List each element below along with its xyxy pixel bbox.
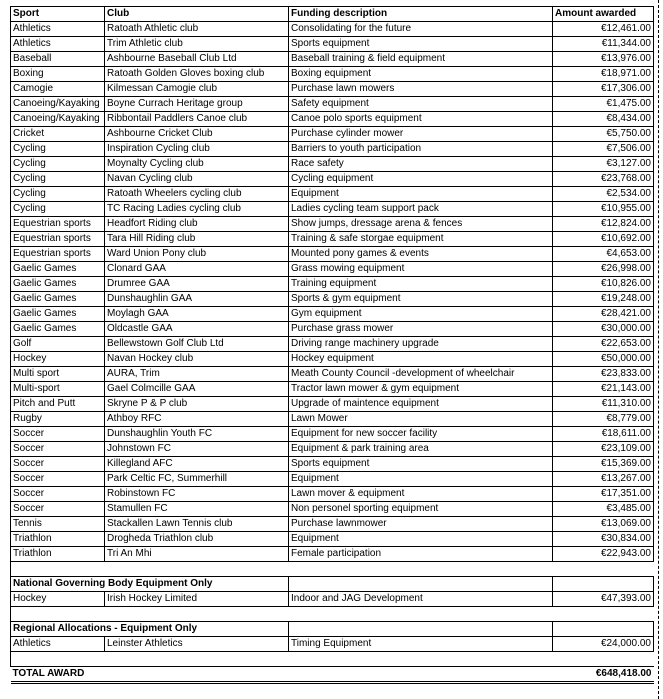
cell-amount[interactable]: €2,534.00	[553, 187, 654, 202]
cell-amount[interactable]: €11,310.00	[553, 397, 654, 412]
cell-amount[interactable]: €13,069.00	[553, 517, 654, 532]
header-sport[interactable]: Sport	[11, 7, 105, 22]
cell-amount[interactable]: €7,506.00	[553, 142, 654, 157]
cell-amount[interactable]: €24,000.00	[553, 637, 654, 652]
cell-club[interactable]: AURA, Trim	[105, 367, 289, 382]
cell-club[interactable]: Navan Cycling club	[105, 172, 289, 187]
table-row	[11, 547, 654, 562]
cell-description[interactable]: Gym equipment	[289, 307, 553, 322]
cell-description[interactable]: Equipment	[289, 532, 553, 547]
cell-sport[interactable]: Equestrian sports	[11, 232, 105, 247]
table-row	[11, 112, 654, 127]
cell-sport[interactable]: Cycling	[11, 202, 105, 217]
cell-description[interactable]: Equipment for new soccer facility	[289, 427, 553, 442]
cell-amount[interactable]: €18,971.00	[553, 67, 654, 82]
cell-sport[interactable]: Soccer	[11, 472, 105, 487]
table-row	[11, 217, 654, 232]
cell-description[interactable]: Equipment	[289, 472, 553, 487]
cell-sport[interactable]: Multi-sport	[11, 382, 105, 397]
cell-club[interactable]: Moynalty Cycling club	[105, 157, 289, 172]
cell-club[interactable]: Park Celtic FC, Summerhill	[105, 472, 289, 487]
cell-club[interactable]: Drogheda Triathlon club	[105, 532, 289, 547]
cell-amount[interactable]: €5,750.00	[553, 127, 654, 142]
spacer-row	[11, 607, 654, 622]
cell-description[interactable]: Show jumps, dressage arena & fences	[289, 217, 553, 232]
cell-description[interactable]: Equipment & park training area	[289, 442, 553, 457]
cell-description[interactable]: Baseball training & field equipment	[289, 52, 553, 67]
cell-club[interactable]: Gael Colmcille GAA	[105, 382, 289, 397]
cell-amount[interactable]: €19,248.00	[553, 292, 654, 307]
cell-amount[interactable]: €8,434.00	[553, 112, 654, 127]
table-row	[11, 517, 654, 532]
cell-description[interactable]: Purchase lawn mowers	[289, 82, 553, 97]
cell-club[interactable]: Ratoath Wheelers cycling club	[105, 187, 289, 202]
cell-club[interactable]: Inspiration Cycling club	[105, 142, 289, 157]
spacer-row	[11, 652, 654, 667]
cell-club[interactable]: Ward Union Pony club	[105, 247, 289, 262]
cell-amount[interactable]: €21,143.00	[553, 382, 654, 397]
cell-sport[interactable]: Baseball	[11, 52, 105, 67]
table-row	[11, 67, 654, 82]
cell-club[interactable]: Trim Athletic club	[105, 37, 289, 52]
cell-club[interactable]: Boyne Currach Heritage group	[105, 97, 289, 112]
table-row	[11, 262, 654, 277]
cell-description[interactable]: Grass mowing equipment	[289, 262, 553, 277]
cell-club[interactable]: Tara Hill Riding club	[105, 232, 289, 247]
cell-amount[interactable]: €26,998.00	[553, 262, 654, 277]
cell-sport[interactable]: Soccer	[11, 427, 105, 442]
cell-description[interactable]: Canoe polo sports equipment	[289, 112, 553, 127]
cell-sport[interactable]: Soccer	[11, 487, 105, 502]
cell-sport[interactable]: Equestrian sports	[11, 217, 105, 232]
funding-sheet	[10, 6, 653, 684]
table-row	[11, 442, 654, 457]
cell-sport[interactable]: Hockey	[11, 352, 105, 367]
cell-sport[interactable]: Cycling	[11, 187, 105, 202]
table-row	[11, 142, 654, 157]
cell-amount[interactable]: €4,653.00	[553, 247, 654, 262]
cell-sport[interactable]: Gaelic Games	[11, 262, 105, 277]
table-row	[11, 397, 654, 412]
cell-description[interactable]: Mounted pony games & events	[289, 247, 553, 262]
cell-sport[interactable]: Gaelic Games	[11, 307, 105, 322]
cell-amount[interactable]: €23,109.00	[553, 442, 654, 457]
cell-club[interactable]: Ratoath Athletic club	[105, 22, 289, 37]
header-row	[11, 7, 654, 22]
cell-club[interactable]: Ashbourne Cricket Club	[105, 127, 289, 142]
cell-sport[interactable]: Hockey	[11, 592, 105, 607]
cell-sport[interactable]: Athletics	[11, 37, 105, 52]
table-row	[11, 457, 654, 472]
cell-club[interactable]: Drumree GAA	[105, 277, 289, 292]
cell-sport[interactable]: Athletics	[11, 22, 105, 37]
cell-amount[interactable]: €10,692.00	[553, 232, 654, 247]
cell-description[interactable]: Meath County Council -development of wheelchair	[289, 367, 553, 382]
table-row	[11, 307, 654, 322]
cell-description[interactable]: Upgrade of maintence equipment	[289, 397, 553, 412]
header-amount[interactable]: Amount awarded	[553, 7, 654, 22]
table-row	[11, 337, 654, 352]
cell-description[interactable]: Boxing equipment	[289, 67, 553, 82]
cell-description[interactable]: Sports equipment	[289, 457, 553, 472]
cell-amount[interactable]: €30,000.00	[553, 322, 654, 337]
cell-club[interactable]: Ratoath Golden Gloves boxing club	[105, 67, 289, 82]
cell-description[interactable]: Timing Equipment	[289, 637, 553, 652]
cell-sport[interactable]: Tennis	[11, 517, 105, 532]
cell-description[interactable]: Non personel sporting equipment	[289, 502, 553, 517]
cell-sport[interactable]: Gaelic Games	[11, 277, 105, 292]
cell-description[interactable]: Purchase cylinder mower	[289, 127, 553, 142]
table-row	[11, 427, 654, 442]
cell-amount[interactable]: €22,653.00	[553, 337, 654, 352]
cell-description[interactable]: Driving range machinery upgrade	[289, 337, 553, 352]
cell-amount[interactable]: €15,369.00	[553, 457, 654, 472]
cell-description[interactable]: Hockey equipment	[289, 352, 553, 367]
cell-amount[interactable]: €12,461.00	[553, 22, 654, 37]
cell-description[interactable]: Lawn mover & equipment	[289, 487, 553, 502]
cell-amount[interactable]: €3,485.00	[553, 502, 654, 517]
cell-amount[interactable]: €8,779.00	[553, 412, 654, 427]
regional-section	[11, 607, 654, 652]
cell-amount[interactable]: €23,833.00	[553, 367, 654, 382]
table-row	[11, 247, 654, 262]
cell-amount[interactable]: €10,826.00	[553, 277, 654, 292]
cell-club[interactable]: Clonard GAA	[105, 262, 289, 277]
total-row	[11, 667, 654, 683]
cell-club[interactable]: Moylagh GAA	[105, 307, 289, 322]
table-row	[11, 97, 654, 112]
cell-club[interactable]: Leinster Athletics	[105, 637, 289, 652]
cell-sport[interactable]: Pitch and Putt	[11, 397, 105, 412]
cell-sport[interactable]: Cycling	[11, 142, 105, 157]
cell-description[interactable]: Cycling equipment	[289, 172, 553, 187]
cell-description[interactable]: Indoor and JAG Development	[289, 592, 553, 607]
cell-amount[interactable]: €12,824.00	[553, 217, 654, 232]
cell-sport[interactable]: Triathlon	[11, 547, 105, 562]
page-break-line	[657, 0, 659, 699]
table-row	[11, 82, 654, 97]
table-row	[11, 502, 654, 517]
cell-club[interactable]: Skryne P & P club	[105, 397, 289, 412]
regional-row	[11, 637, 654, 652]
cell-club[interactable]: Bellewstown Golf Club Ltd	[105, 337, 289, 352]
cell-sport[interactable]: Cycling	[11, 172, 105, 187]
cell-amount[interactable]: €3,127.00	[553, 157, 654, 172]
table-row	[11, 352, 654, 367]
cell-sport[interactable]: Golf	[11, 337, 105, 352]
cell-amount[interactable]: €18,611.00	[553, 427, 654, 442]
cell-amount[interactable]: €47,393.00	[553, 592, 654, 607]
table-row	[11, 532, 654, 547]
table-row	[11, 412, 654, 427]
cell-club[interactable]: Irish Hockey Limited	[105, 592, 289, 607]
cell-sport[interactable]: Gaelic Games	[11, 322, 105, 337]
ngb-section	[11, 562, 654, 607]
cell-club[interactable]: Kilmessan Camogie club	[105, 82, 289, 97]
ngb-title-row	[11, 577, 654, 592]
cell-sport[interactable]: Soccer	[11, 502, 105, 517]
cell-amount[interactable]: €10,955.00	[553, 202, 654, 217]
cell-club[interactable]: Johnstown FC	[105, 442, 289, 457]
cell-amount[interactable]: €17,351.00	[553, 487, 654, 502]
cell-description[interactable]: Training equipment	[289, 277, 553, 292]
ngb-row	[11, 592, 654, 607]
cell-description[interactable]: Consolidating for the future	[289, 22, 553, 37]
cell-description[interactable]: Training & safe storgae equipment	[289, 232, 553, 247]
cell-sport[interactable]: Gaelic Games	[11, 292, 105, 307]
cell-amount[interactable]: €23,768.00	[553, 172, 654, 187]
cell-description[interactable]: Purchase grass mower	[289, 322, 553, 337]
cell-description[interactable]: Barriers to youth participation	[289, 142, 553, 157]
regional-title-row	[11, 622, 654, 637]
table-row	[11, 52, 654, 67]
cell-club[interactable]: Ribbontail Paddlers Canoe club	[105, 112, 289, 127]
table-row	[11, 187, 654, 202]
cell-description[interactable]: Purchase lawnmower	[289, 517, 553, 532]
cell-sport[interactable]: Canoeing/Kayaking	[11, 97, 105, 112]
table-row	[11, 37, 654, 52]
cell-club[interactable]: TC Racing Ladies cycling club	[105, 202, 289, 217]
cell-club[interactable]: Robinstown FC	[105, 487, 289, 502]
cell-sport[interactable]: Soccer	[11, 457, 105, 472]
total-label[interactable]: TOTAL AWARD	[11, 667, 289, 683]
table-row	[11, 367, 654, 382]
table-row	[11, 472, 654, 487]
cell-sport[interactable]: Camogie	[11, 82, 105, 97]
cell-description[interactable]: Female participation	[289, 547, 553, 562]
cell-description[interactable]: Ladies cycling team support pack	[289, 202, 553, 217]
table-row	[11, 202, 654, 217]
cell-amount[interactable]: €13,976.00	[553, 52, 654, 67]
cell-club[interactable]: Killegland AFC	[105, 457, 289, 472]
cell-sport[interactable]: Boxing	[11, 67, 105, 82]
cell-amount[interactable]: €17,306.00	[553, 82, 654, 97]
cell-description[interactable]: Tractor lawn mower & gym equipment	[289, 382, 553, 397]
cell-sport[interactable]: Equestrian sports	[11, 247, 105, 262]
cell-club[interactable]: Navan Hockey club	[105, 352, 289, 367]
header-description[interactable]: Funding description	[289, 7, 553, 22]
cell-sport[interactable]: Cricket	[11, 127, 105, 142]
table-row	[11, 292, 654, 307]
cell-club[interactable]: Dunshaughlin GAA	[105, 292, 289, 307]
total-amount[interactable]: €648,418.00	[553, 667, 654, 683]
regional-title[interactable]: Regional Allocations - Equipment Only	[11, 622, 289, 637]
cell-description[interactable]: Race safety	[289, 157, 553, 172]
spacer-row	[11, 562, 654, 577]
cell-club[interactable]: Athboy RFC	[105, 412, 289, 427]
cell-club[interactable]: Stamullen FC	[105, 502, 289, 517]
cell-sport[interactable]: Cycling	[11, 157, 105, 172]
table-row	[11, 157, 654, 172]
cell-club[interactable]: Oldcastle GAA	[105, 322, 289, 337]
cell-club[interactable]: Dunshaughlin Youth FC	[105, 427, 289, 442]
cell-description[interactable]: Lawn Mower	[289, 412, 553, 427]
table-row	[11, 322, 654, 337]
cell-amount[interactable]: €50,000.00	[553, 352, 654, 367]
cell-club[interactable]: Ashbourne Baseball Club Ltd	[105, 52, 289, 67]
cell-description[interactable]: Equipment	[289, 187, 553, 202]
table-row	[11, 277, 654, 292]
cell-club[interactable]: Headfort Riding club	[105, 217, 289, 232]
table-row	[11, 232, 654, 247]
cell-sport[interactable]: Athletics	[11, 637, 105, 652]
cell-amount[interactable]: €28,421.00	[553, 307, 654, 322]
cell-description[interactable]: Safety equipment	[289, 97, 553, 112]
cell-sport[interactable]: Rugby	[11, 412, 105, 427]
cell-sport[interactable]: Soccer	[11, 442, 105, 457]
cell-sport[interactable]: Triathlon	[11, 532, 105, 547]
header-club[interactable]: Club	[105, 7, 289, 22]
funding-table	[10, 6, 654, 684]
cell-amount[interactable]: €11,344.00	[553, 37, 654, 52]
award-rows	[11, 22, 654, 562]
cell-description[interactable]: Sports equipment	[289, 37, 553, 52]
cell-club[interactable]: Tri An Mhi	[105, 547, 289, 562]
cell-amount[interactable]: €1,475.00	[553, 97, 654, 112]
cell-amount[interactable]: €22,943.00	[553, 547, 654, 562]
ngb-title[interactable]: National Governing Body Equipment Only	[11, 577, 289, 592]
cell-sport[interactable]: Multi sport	[11, 367, 105, 382]
table-row	[11, 127, 654, 142]
total-section	[11, 652, 654, 683]
table-row	[11, 172, 654, 187]
cell-club[interactable]: Stackallen Lawn Tennis club	[105, 517, 289, 532]
cell-description[interactable]: Sports & gym equipment	[289, 292, 553, 307]
table-row	[11, 382, 654, 397]
table-row	[11, 22, 654, 37]
cell-amount[interactable]: €13,267.00	[553, 472, 654, 487]
cell-sport[interactable]: Canoeing/Kayaking	[11, 112, 105, 127]
cell-amount[interactable]: €30,834.00	[553, 532, 654, 547]
table-row	[11, 487, 654, 502]
